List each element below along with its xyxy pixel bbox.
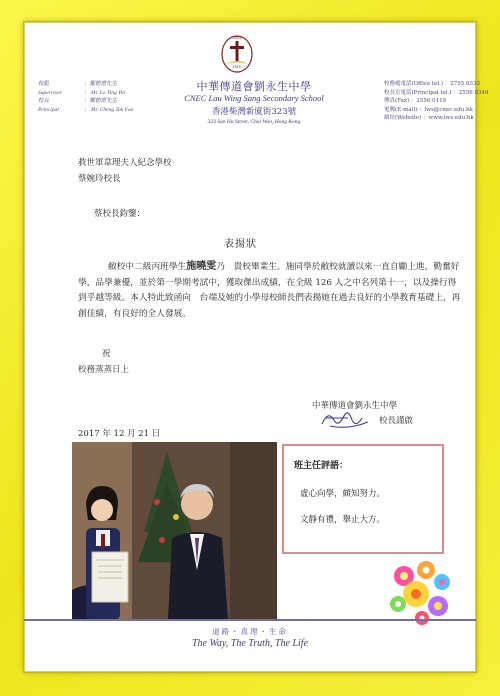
motto-en: The Way, The Truth, The Life <box>191 638 309 649</box>
salutation: 蔡校長鈞鑒： <box>94 209 146 219</box>
school-name-en: CNEC Lau Wing Sang Secondary School <box>184 93 324 103</box>
comment-line: 虛心向學，頗知努力。 <box>300 489 386 499</box>
header-officer-row <box>38 80 168 89</box>
officer-label: 校長 <box>38 98 50 104</box>
officer-value: ：鄭德富先生 <box>84 98 118 104</box>
logo-top-text: CNEC <box>231 36 243 40</box>
letter-title: 表揚狀 <box>224 239 257 250</box>
contact-line: 校務處電話(Office tel.) ：2755 6333 <box>384 81 481 87</box>
officer-value: ： Mr. Cheng Tak Foo <box>84 106 134 113</box>
student-name: 施曉雯 <box>186 261 217 272</box>
contact-line: 校長室電話(Principal tel.) ：2556 8349 <box>384 89 489 96</box>
letter-page <box>24 22 489 672</box>
officer-value: ：羅德禮先生 <box>84 81 118 87</box>
logo-bottom-text: LWS <box>232 65 241 69</box>
contact-line: 電郵(E-mail) ：lws@cnec.edu.hk <box>384 106 473 113</box>
comment-title: 班主任評語： <box>294 461 349 471</box>
contact-line: 網址(Website) ：www.lws.edu.hk <box>384 115 474 121</box>
recipient-school: 救世軍韋理夫人紀念學校 <box>78 158 172 168</box>
teacher-comment-box <box>282 444 444 554</box>
closing-line: 校務蒸蒸日上 <box>78 365 130 375</box>
motto-zh: 道路・真理・生命 <box>212 627 288 636</box>
school-address-zh: 香港柴灣新廈街323號 <box>211 107 297 117</box>
sender-school: 中華傳道會劉永生中學 <box>312 401 398 411</box>
header-officer-row <box>38 106 168 115</box>
letter-body <box>78 259 464 322</box>
body-rest: 乃 貴校畢業生。施同學於敝校就讀以來一直自勵上進，勤奮好學，品學兼優，並於第一學期考試中，獲取傑出成績，在全級 126 人之中名列第十一，以及操行得到乎越等級。本人特此致函向 台端及她的小學母校師長們表揚她在過去良好的小學教育基礎上，再創佳績，有良好的全人發展。 <box>78 262 461 319</box>
contact-line: 傳真(Fax) ：2556 0119 <box>384 98 447 104</box>
officer-label: Principal <box>38 106 59 113</box>
letter-date: 2017 年 12 月 21 日 <box>78 429 161 439</box>
award-photo <box>72 442 277 620</box>
body-intro: 敝校中二級丙班學生 <box>108 262 187 272</box>
header-contacts <box>384 80 489 123</box>
officer-label: Supervisor <box>38 89 62 96</box>
recipient-name: 蔡婉玲校長 <box>78 174 121 184</box>
officer-label: 校監 <box>38 81 50 87</box>
sender-title: 校長謹啟 <box>379 416 414 426</box>
officer-value: ： Mr. Lo Ting Yin <box>84 89 126 96</box>
comment-line: 文靜有禮，舉止大方。 <box>300 515 386 525</box>
footer-divider <box>24 619 476 621</box>
signature <box>318 406 378 432</box>
school-name-zh: 中華傳道會劉永生中學 <box>196 80 312 93</box>
school-address-en: 323 San Ha Street, Chai Wan, Hong Kong <box>207 119 301 125</box>
closing: 祝 <box>102 349 111 359</box>
school-logo <box>220 34 254 76</box>
